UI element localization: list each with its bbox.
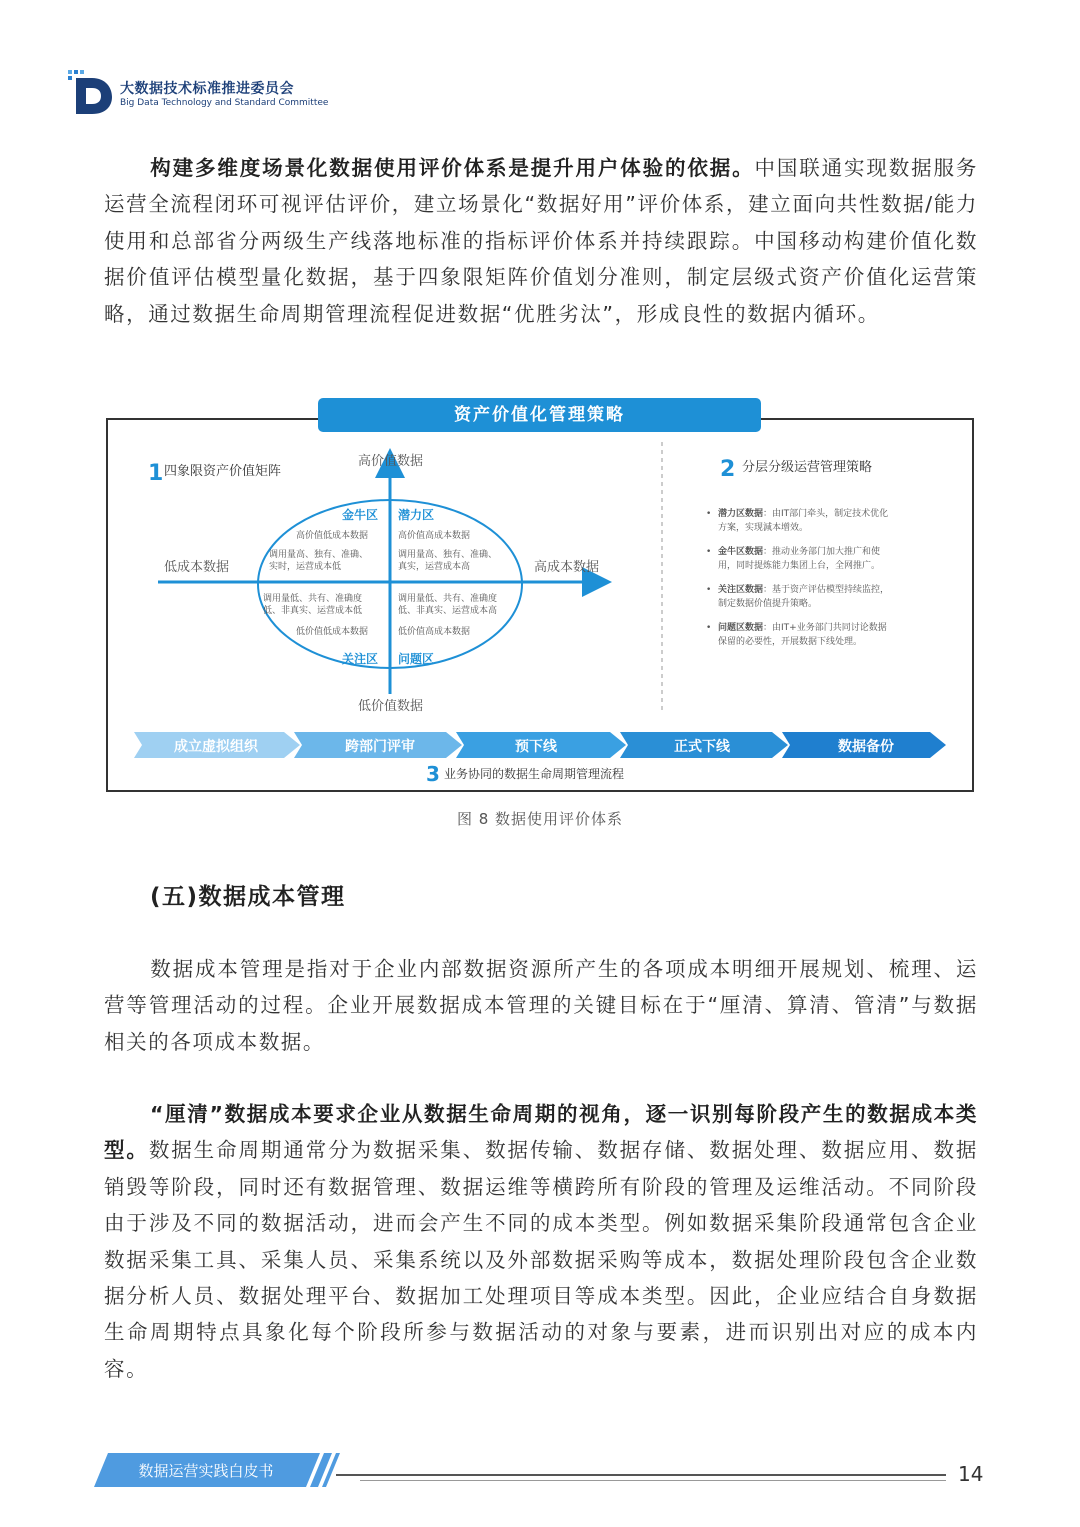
footer-rule-thin [360, 1480, 946, 1481]
quadrant-attention-line1: 调用量低、共有、准确度 [263, 594, 363, 604]
svg-text:问题区数据：由IT+业务部门共同讨论数据 [718, 621, 887, 633]
strategy-text: 保留的必要性，开展数据下线处理。 [718, 637, 863, 647]
paragraph-evaluation-system [104, 150, 978, 332]
strategy-text: ：推动业务部门加大推广和使 [763, 547, 881, 557]
strategy-label: 问题区数据 [718, 623, 764, 633]
process-step-label: 数据备份 [838, 739, 894, 755]
strategy-text: 用，同时提炼能力集团上台，全网推广。 [718, 561, 881, 571]
section-title: (五)数据成本管理 [150, 884, 346, 910]
svg-text:金牛区数据：推动业务部门加大推广和使 [718, 545, 880, 557]
strategy-text: ：由IT部门牵头，制定技术优化 [763, 509, 889, 519]
strategy-label: 关注区数据 [718, 585, 764, 595]
footer-rule [336, 1474, 946, 1476]
process-title: 业务协同的数据生命周期管理流程 [444, 767, 625, 781]
strategy-text: ：基于资产评估模型持续监控， [763, 585, 890, 595]
strategy-item [706, 507, 888, 533]
quadrant-cash-cow-line2: 调用量高、独有、准确、 [269, 550, 369, 560]
strategy-label: 金牛区数据 [718, 547, 764, 557]
strategy-number: 2 [720, 457, 736, 482]
paragraph-lead: “厘清”数据成本要求企业从数据生命周期的视角，逐一识别每阶段产生的数据成本类型。 [104, 1102, 978, 1163]
axis-top-label: 高价值数据 [358, 454, 424, 469]
strategy-text: 方案，实现減本增效。 [718, 523, 809, 533]
process-number: 3 [426, 762, 440, 786]
quadrant-problem-name: 问题区 [398, 652, 435, 666]
quadrant-cash-cow-line1: 高价值低成本数据 [296, 531, 369, 541]
quadrant-potential-name: 潜力区 [398, 508, 435, 522]
strategy-item [706, 545, 880, 571]
page-header [68, 68, 428, 118]
strategy-label: 潜力区数据 [718, 509, 764, 519]
figure-caption: 图 8 数据使用评价体系 [456, 810, 624, 828]
quadrant-attention-name: 关注区 [342, 652, 379, 666]
quadrant-cash-cow-name: 金牛区 [342, 508, 379, 522]
bigdata-logo-icon [68, 68, 114, 116]
page-number: 14 [958, 1462, 984, 1486]
process-step-label: 跨部门评审 [345, 739, 415, 755]
paragraph-cost-identification [104, 1096, 978, 1387]
strategy-text: 制定数据价值提升策略。 [718, 599, 818, 609]
footer-doc-title: 数据运营实践白皮书 [138, 1462, 274, 1480]
quadrant-problem-line3: 低价值高成本数据 [398, 627, 471, 637]
svg-text:•: • [706, 585, 712, 595]
axis-right-label: 高成本数据 [534, 560, 600, 575]
figure-banner: 资产价值化管理策略 [318, 398, 761, 432]
quadrant-problem-line1: 调用量低、共有、准确度 [398, 594, 498, 604]
quadrant-potential-line2: 调用量高、独有、准确、 [398, 550, 498, 560]
axis-bottom-label: 低价值数据 [358, 699, 424, 714]
paragraph-cost-management [104, 951, 978, 1060]
org-name-cn: 大数据技术标准推进委员会 [120, 81, 294, 97]
strategy-title: 分层分级运营管理策略 [742, 460, 873, 475]
process-step-label: 成立虚拟组织 [174, 739, 258, 755]
org-name-en: Big Data Technology and Standard Committee [120, 98, 329, 108]
asset-value-diagram [106, 418, 974, 792]
process-step-label: 预下线 [515, 739, 557, 755]
svg-text:•: • [706, 547, 712, 557]
quadrant-attention-line3: 低价值低成本数据 [296, 627, 369, 637]
svg-text:•: • [706, 623, 712, 633]
svg-text:关注区数据：基于资产评估模型持续监控， [718, 583, 889, 595]
svg-text:•: • [706, 509, 712, 519]
quadrant-cash-cow-line3: 实时，运营成本低 [269, 562, 342, 572]
axis-left-label: 低成本数据 [164, 560, 230, 575]
svg-text:潜力区数据：由IT部门牵头，制定技术优化 [718, 507, 888, 519]
paragraph-text: 中国联通实现数据服务运营全流程闭环可视评估评价，建立场景化“数据好用”评价体系，建立面向共性数据/能力使用和总部省分两级生产线落地标准的指标评价体系并持续跟踪。中国移动构建价值化数据价值评估模型量化数据，基于四象限矩阵价值划分准则，制定层级式资产价值化运营策略，通过数据生命周期管理流程促进数据“优胜劣汰”，形成良性的数据内循环。 [104, 156, 979, 326]
footer-doc-tag [94, 1453, 344, 1487]
strategy-item [706, 583, 889, 609]
quadrant-attention-line2: 低、非真实、运营成本低 [263, 606, 363, 616]
strategy-text: ：由IT+业务部门共同讨论数据 [763, 623, 887, 633]
process-step-label: 正式下线 [674, 739, 730, 755]
matrix-title: 四象限资产价值矩阵 [164, 464, 282, 479]
quadrant-potential-line1: 高价值高成本数据 [398, 531, 471, 541]
paragraph-text: 数据成本管理是指对于企业内部数据资源所产生的各项成本明细开展规划、梳理、运营等管理活动的过程。企业开展数据成本管理的关键目标在于“厘清、算清、管清”与数据相关的各项成本数据。 [104, 957, 978, 1054]
quadrant-problem-line2: 低、非真实、运营成本高 [398, 606, 498, 616]
matrix-number: 1 [148, 461, 164, 486]
paragraph-lead: 构建多维度场景化数据使用评价体系是提升用户体验的依据。 [150, 156, 755, 180]
strategy-item [706, 621, 887, 647]
quadrant-potential-line3: 真实，运营成本高 [398, 562, 471, 572]
paragraph-text: 数据生命周期通常分为数据采集、数据传输、数据存储、数据处理、数据应用、数据销毁等阶段，同时还有数据管理、数据运维等横跨所有阶段的管理及运维活动。不同阶段由于涉及不同的数据活动，进而会产生不同的成本类型。例如数据采集阶段通常包含企业数据采集工具、采集人员、采集系统以及外部数据采购等成本，数据处理阶段包含企业数据分析人员、数据处理平台、数据加工处理项目等成本类型。因此，企业应结合自身数据生命周期特点具象化每个阶段所参与数据活动的对象与要素，进而识别出对应的成本内容。 [104, 1138, 978, 1381]
